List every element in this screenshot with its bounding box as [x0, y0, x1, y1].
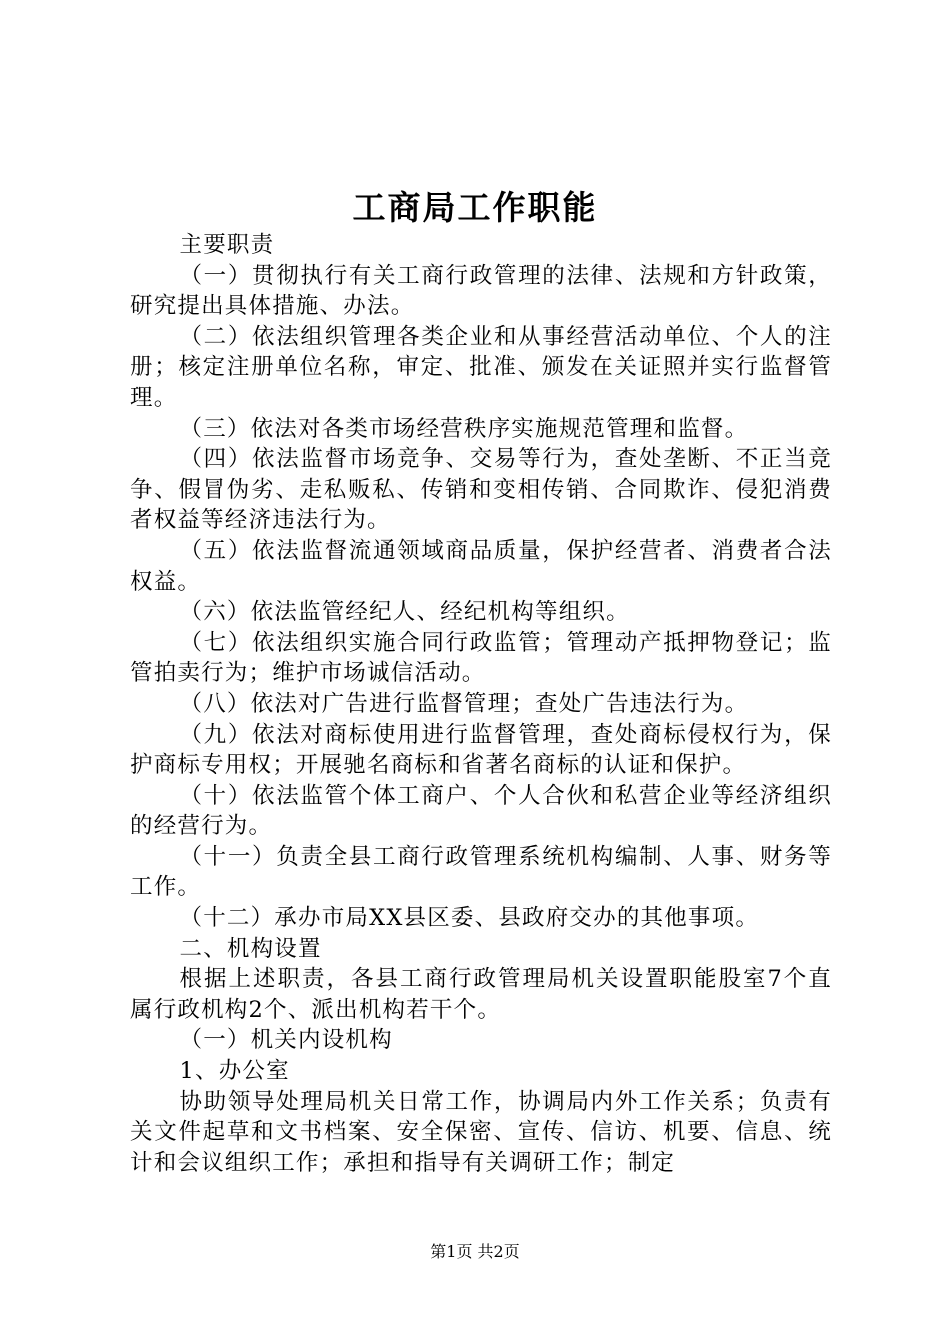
- section-heading: 二、机构设置: [179, 935, 322, 962]
- paragraph: （九）依法对商标使用进行监督管理，查处商标侵权行为，保护商标专用权；开展驰名商标和省著名商标的认证和保护。: [130, 721, 832, 779]
- paragraph: 协助领导处理局机关日常工作，协调局内外工作关系；负责有关文件起草和文书档案、安全保密、宣传、信访、机要、信息、统计和会议组织工作；承担和指导有关调研工作；制定: [130, 1088, 832, 1176]
- paragraph: （二）依法组织管理各类企业和从事经营活动单位、个人的注册；核定注册单位名称，审定、批准、颁发在关证照并实行监督管理。: [130, 323, 832, 411]
- paragraph: （七）依法组织实施合同行政监管；管理动产抵押物登记；监管拍卖行为；维护市场诚信活动。: [130, 629, 832, 687]
- page-footer: 第1页 共2页: [430, 1242, 520, 1261]
- paragraph: （十）依法监管个体工商户、个人合伙和私营企业等经济组织的经营行为。: [130, 782, 832, 840]
- paragraph: （八）依法对广告进行监督管理；查处广告违法行为。: [179, 690, 749, 717]
- paragraph: （六）依法监管经纪人、经纪机构等组织。: [179, 599, 630, 626]
- paragraph: （十一）负责全县工商行政管理系统机构编制、人事、财务等工作。: [130, 843, 832, 901]
- document-body: [130, 230, 832, 1178]
- paragraph: （四）依法监督市场竞争、交易等行为，查处垄断、不正当竞争、假冒伪劣、走私贩私、传销和变相传销、合同欺诈、侵犯消费者权益等经济违法行为。: [130, 446, 832, 534]
- paragraph: （五）依法监督流通领域商品质量，保护经营者、消费者合法权益。: [130, 537, 832, 595]
- paragraph: （一）贯彻执行有关工商行政管理的法律、法规和方针政策，研究提出具体措施、办法。: [130, 262, 832, 320]
- document-title: 工商局工作职能: [352, 188, 598, 227]
- section-heading: 主要职责: [179, 232, 275, 258]
- paragraph: 根据上述职责，各县工商行政管理局机关设置职能股室7个直属行政机构2个、派出机构若干个。: [130, 966, 832, 1023]
- subsection-heading: （一）机关内设机构: [179, 1027, 393, 1054]
- paragraph: （十二）承办市局XX县区委、县政府交办的其他事项。: [179, 905, 760, 932]
- paragraph: （三）依法对各类市场经营秩序实施规范管理和监督。: [179, 415, 749, 442]
- subsection-heading: 1、办公室: [179, 1058, 290, 1085]
